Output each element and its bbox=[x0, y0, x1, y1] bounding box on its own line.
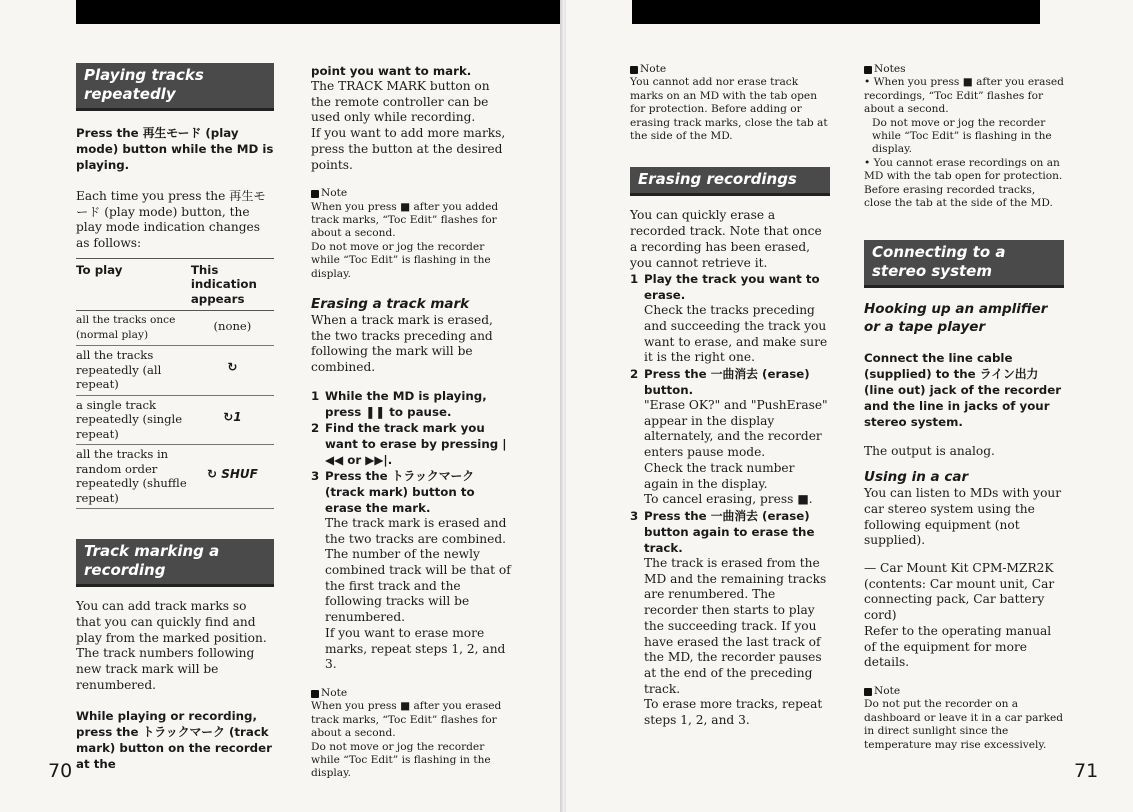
body-play-mode: Each time you press the 再生モード (play mode) button, the play mode indication changes as follows: bbox=[76, 189, 266, 251]
notes-block bbox=[864, 63, 1064, 210]
table-cell-play: all the tracks repeatedly (all repeat) bbox=[76, 346, 191, 396]
step-1: 1 Play the track you want to erase. bbox=[630, 272, 820, 303]
note-heading: Note bbox=[321, 187, 348, 200]
step-body: The track mark is erased and the two tracks are combined. bbox=[325, 515, 507, 546]
table-header-indication: This indication appears bbox=[191, 258, 274, 311]
instruction-line-cable: Connect the line cable (supplied) to the ライン出力 (line out) jack of the recorder and the line in jacks of your stereo system. bbox=[864, 351, 1062, 430]
note-heading: Note bbox=[874, 684, 901, 697]
body-remote: The TRACK MARK button on the remote controller can be used only while recording. bbox=[311, 79, 490, 125]
step-body: The track is erased from the MD and the remaining tracks are renumbered. The recorder then starts to play the succeeding track. If you have erased the last track of the MD, the recorder pauses at the end of the preceding track. bbox=[644, 555, 827, 696]
note-icon bbox=[630, 66, 638, 74]
note-block bbox=[311, 687, 511, 781]
notes-heading: Notes bbox=[874, 63, 906, 75]
page-number: 70 bbox=[48, 760, 73, 782]
body-output: The output is analog. bbox=[864, 444, 995, 459]
page-top-bar bbox=[632, 0, 1040, 24]
equipment-item: — Car Mount Kit CPM-MZR2K (contents: Car mount unit, Car connecting pack, Car battery cord) bbox=[864, 560, 1055, 623]
page-number: 71 bbox=[1074, 760, 1099, 782]
right-column-2 bbox=[864, 63, 1064, 752]
subheading-hooking-up: Hooking up an amplifier or a tape player bbox=[864, 301, 1048, 336]
left-page bbox=[0, 0, 562, 812]
body-car: You can listen to MDs with your car stereo system using the following equipment (not supplied). bbox=[864, 486, 1062, 548]
step-body: To erase more tracks, repeat steps 1, 2, and 3. bbox=[644, 697, 823, 728]
step-body: The number of the newly combined track will be that of the first track and the following tracks will be renumbered. bbox=[325, 547, 511, 625]
note-heading: Note bbox=[321, 686, 348, 699]
step-1: 1 While the MD is playing, press ❚❚ to pause. bbox=[311, 388, 487, 419]
note-icon bbox=[864, 688, 872, 696]
note-bullet: • You cannot erase recordings on an MD with the tab open for protection. Before erasing recorded tracks, close the tab at the side of the MD. bbox=[864, 156, 1063, 210]
note-block bbox=[311, 187, 511, 281]
step-2: 2 Find the track mark you want to erase by pressing |◀◀ or ▶▶|. bbox=[311, 420, 507, 467]
play-mode-table bbox=[76, 258, 274, 510]
table-cell-indication: (none) bbox=[191, 311, 274, 346]
note-text: Do not move or jog the recorder while “Toc Edit” is flashing in the display. bbox=[872, 116, 1052, 156]
step-body: "Erase OK?" and "PushErase" appear in the display alternately, and the recorder enters pause mode. bbox=[644, 398, 828, 460]
note-text: Do not move or jog the recorder while “Toc Edit” is flashing in the display. bbox=[311, 740, 491, 780]
subheading-erasing-track-mark: Erasing a track mark bbox=[311, 296, 470, 313]
step-body: If you want to erase more marks, repeat steps 1, 2, and 3. bbox=[325, 625, 506, 672]
instruction-continued: point you want to mark. bbox=[311, 64, 472, 78]
section-title-erasing-recordings: Erasing recordings bbox=[630, 167, 830, 196]
note-block bbox=[864, 685, 1064, 752]
body-track-marking: You can add track marks so that you can quickly find and play from the marked position. The track numbers following new track mark will be renumbered. bbox=[76, 599, 267, 692]
body-refer: Refer to the operating manual of the equipment for more details. bbox=[864, 623, 1052, 670]
note-icon bbox=[311, 190, 319, 198]
step-3: 3 Press the トラックマーク (track mark) button to erase the mark. bbox=[311, 468, 475, 515]
left-column-1 bbox=[76, 63, 274, 772]
body-more-marks: If you want to add more marks, press the button at the desired points. bbox=[311, 126, 506, 172]
section-title-playing-repeatedly: Playing tracks repeatedly bbox=[76, 63, 274, 111]
note-text: You cannot add nor erase track marks on an MD with the tab open for protection. Before adding or erasing track marks, close the tab at the side of the MD. bbox=[630, 76, 828, 143]
note-block bbox=[630, 63, 830, 143]
note-text: When you press ■ after you added track marks, “Toc Edit” flashes for about a second. bbox=[311, 200, 499, 240]
note-icon bbox=[311, 690, 319, 698]
table-cell-play: all the tracks in random order repeatedly (shuffle repeat) bbox=[76, 445, 191, 509]
body-erasing: You can quickly erase a recorded track. Note that once a recording has been erased, you cannot retrieve it. bbox=[630, 208, 822, 270]
left-column-2 bbox=[311, 63, 511, 781]
step-body: Check the tracks preceding and succeeding the track you want to erase, and make sure it is the right one. bbox=[644, 303, 828, 365]
subheading-using-in-car: Using in a car bbox=[864, 469, 969, 486]
instruction-play-mode: Press the 再生モード (play mode) button while the MD is playing. bbox=[76, 126, 274, 172]
step-body: Check the track number again in the display. bbox=[644, 460, 795, 491]
right-page bbox=[566, 0, 1133, 812]
right-column-1 bbox=[630, 63, 830, 729]
note-heading: Note bbox=[640, 63, 667, 75]
table-cell-play: all the tracks once (normal play) bbox=[76, 311, 191, 346]
table-header-to-play: To play bbox=[76, 258, 191, 311]
shuffle-repeat-icon: ↻ SHUF bbox=[191, 445, 274, 509]
note-text: When you press ■ after you erased track marks, “Toc Edit” flashes for about a second. bbox=[311, 700, 502, 740]
repeat-icon: ↻ bbox=[191, 346, 274, 396]
step-2: 2 Press the 一曲消去 (erase) button. bbox=[630, 367, 810, 398]
body-erasing-mark: When a track mark is erased, the two tracks preceding and following the mark will be combined. bbox=[311, 313, 493, 375]
note-text: Do not move or jog the recorder while “Toc Edit” is flashing in the display. bbox=[311, 240, 491, 280]
repeat-one-icon: ↻1 bbox=[191, 395, 274, 445]
section-title-track-marking: Track marking a recording bbox=[76, 539, 274, 587]
page-top-bar bbox=[76, 0, 562, 24]
step-body: To cancel erasing, press ■. bbox=[644, 492, 813, 507]
section-title-connecting-stereo: Connecting to a stereo system bbox=[864, 240, 1064, 288]
table-cell-play: a single track repeatedly (single repeat) bbox=[76, 395, 191, 445]
note-text: Do not put the recorder on a dashboard or leave it in a car parked in direct sunlight since the temperature may rise excessively. bbox=[864, 698, 1064, 751]
instruction-track-mark: While playing or recording, press the トラックマーク (track mark) button on the recorder at the bbox=[76, 708, 272, 771]
note-icon bbox=[864, 66, 872, 74]
note-bullet: • When you press ■ after you erased recordings, “Toc Edit” flashes for about a second. bbox=[864, 76, 1064, 116]
step-3: 3 Press the 一曲消去 (erase) button again to erase the track. bbox=[630, 508, 815, 555]
